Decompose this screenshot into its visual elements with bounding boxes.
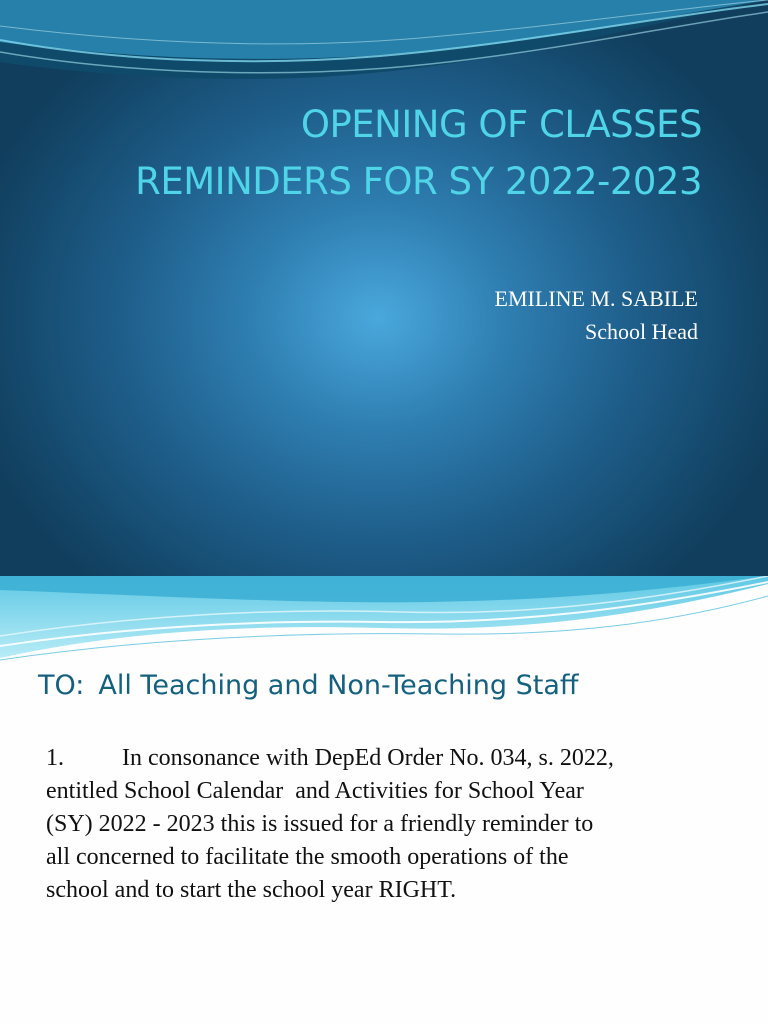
heading-text: All Teaching and Non-Teaching Staff bbox=[98, 670, 579, 701]
paragraph-line-1: In consonance with DepEd Order No. 034, s. 2022, bbox=[122, 745, 614, 771]
paragraph-line-2: entitled School Calendar and Activities for School Year bbox=[46, 778, 584, 804]
paragraph-line-5: school and to start the school year RIGHT. bbox=[46, 877, 457, 903]
presenter-role: School Head bbox=[584, 319, 698, 344]
paragraph-line bbox=[46, 742, 736, 775]
body-paragraph bbox=[46, 742, 736, 907]
slide-title-line-1: OPENING OF CLASSES bbox=[300, 103, 702, 146]
top-wave-decoration bbox=[0, 576, 768, 666]
slide-heading bbox=[38, 668, 578, 704]
content-slide bbox=[0, 576, 768, 1024]
paragraph-line-3: (SY) 2022 - 2023 this is issued for a friendly reminder to bbox=[46, 811, 594, 837]
paragraph-line-4: all concerned to facilitate the smooth operations of the bbox=[46, 844, 569, 870]
presenter-block bbox=[495, 282, 698, 348]
slide-title bbox=[30, 96, 702, 210]
presenter-name: EMILINE M. SABILE bbox=[494, 286, 698, 311]
slide-title-line-2: REMINDERS FOR SY 2022-2023 bbox=[135, 160, 702, 203]
heading-prefix: TO: bbox=[38, 670, 85, 701]
paragraph-number: 1. bbox=[46, 745, 64, 771]
top-wave-decoration bbox=[0, 0, 768, 100]
